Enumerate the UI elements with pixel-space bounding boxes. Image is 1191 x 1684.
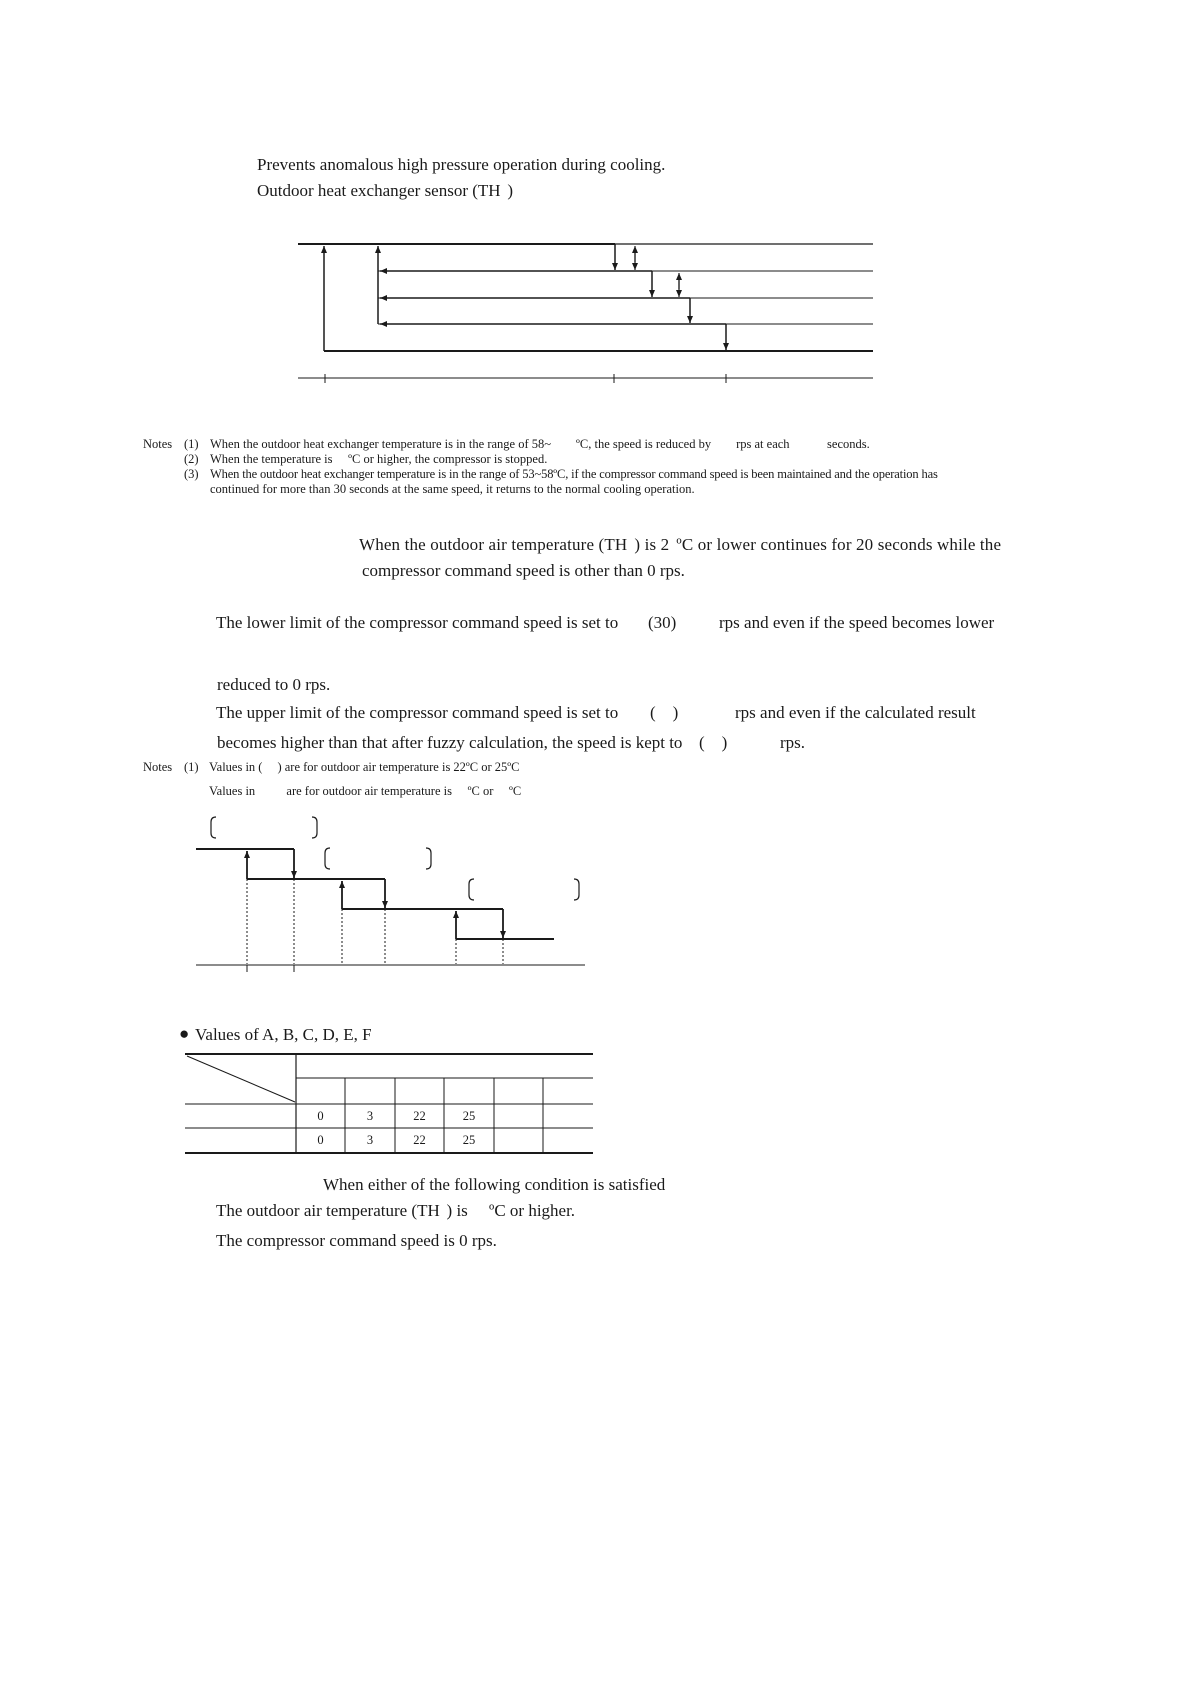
- upper-limit-value: ( ): [650, 703, 679, 722]
- cell-r2-c4: 25: [462, 1133, 476, 1147]
- reset-item-1: The outdoor air temperature (TH ) is ºC or higher.: [216, 1201, 576, 1220]
- reset-item-2: The compressor command speed is 0 rps.: [216, 1231, 497, 1250]
- note-num-2: (2): [184, 452, 199, 466]
- fuzzy-text-cont: rps.: [780, 733, 806, 752]
- purpose-text: Prevents anomalous high pressure operation during cooling.: [257, 155, 666, 174]
- note-num-1: (1): [184, 437, 199, 451]
- fuzzy-text: becomes higher than that after fuzzy calculation, the speed is kept to: [217, 733, 683, 752]
- notes2-line2: Values in are for outdoor air temperature is ºC or ºC: [209, 784, 522, 798]
- table-corner-diagonal: [187, 1056, 295, 1102]
- low-temp-condition-cont: compressor command speed is other than 0 rps.: [362, 561, 685, 580]
- upper-limit-text-cont: rps and even if the calculated result: [735, 703, 976, 722]
- low-temp-condition: When the outdoor air temperature (TH ) is 2 ºC or lower continues for 20 seconds while the: [359, 535, 1002, 554]
- reduced-text: reduced to 0 rps.: [217, 675, 331, 694]
- notes2-num: (1): [184, 760, 199, 774]
- note-text-1: When the outdoor heat exchanger temperature is in the range of 58~ ºC, the speed is reduced by rps at each seconds.: [210, 437, 870, 451]
- reset-condition: When either of the following condition is satisfied: [323, 1175, 666, 1194]
- lower-limit-value: (30): [648, 613, 677, 632]
- cell-r1-c4: 25: [462, 1109, 476, 1123]
- fuzzy-value: ( ): [699, 733, 728, 752]
- note-text-2: When the temperature is ºC or higher, the compressor is stopped.: [210, 452, 548, 466]
- cell-r2-c1: 0: [317, 1133, 324, 1147]
- table-title: Values of A, B, C, D, E, F: [195, 1025, 372, 1044]
- cell-r1-c3: 22: [413, 1109, 426, 1123]
- note-text-3-cont: continued for more than 30 seconds at the same speed, it returns to the normal cooling operation.: [210, 482, 695, 496]
- sensor-label: Outdoor heat exchanger sensor (TH ): [257, 181, 514, 200]
- cell-r1-c1: 0: [317, 1109, 324, 1123]
- notes2-line1: Values in ( ) are for outdoor air temperature is 22ºC or 25ºC: [209, 760, 520, 774]
- notes2-label: Notes: [143, 760, 173, 774]
- lower-limit-text: The lower limit of the compressor command speed is set to: [216, 613, 619, 632]
- cell-r2-c2: 3: [366, 1133, 374, 1147]
- upper-limit-text: The upper limit of the compressor command speed is set to: [216, 703, 619, 722]
- lower-limit-text-cont: rps and even if the speed becomes lower: [719, 613, 995, 632]
- bullet-icon: ●: [179, 1024, 190, 1043]
- notes-label: Notes: [143, 437, 173, 451]
- cell-r2-c3: 22: [413, 1133, 426, 1147]
- note-text-3: When the outdoor heat exchanger temperature is in the range of 53~58ºC, if the compressor command speed is been maintained and the operation has: [210, 467, 938, 481]
- note-num-3: (3): [184, 467, 199, 481]
- cell-r1-c2: 3: [366, 1109, 374, 1123]
